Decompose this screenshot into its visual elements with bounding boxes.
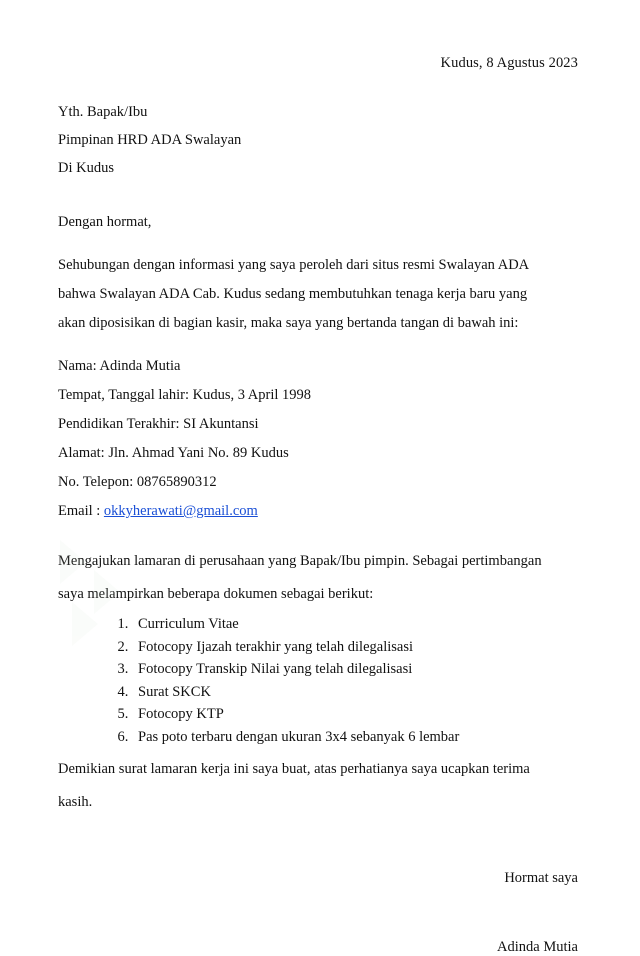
spacer-after-recipient	[58, 182, 578, 208]
personal-info-birth: Tempat, Tanggal lahir: Kudus, 3 April 1998	[58, 387, 312, 403]
list-item: 1. Curriculum Vitae	[132, 614, 578, 636]
list-item: 3. Fotocopy Transkip Nilai yang telah dilegalisasi	[132, 659, 578, 681]
list-item: 5. Fotocopy KTP	[132, 704, 578, 726]
list-item: 6. Pas poto terbaru dengan ukuran 3x4 sebanyak 6 lembar	[132, 727, 578, 749]
email-link[interactable]: okkyherawati@gmail.com	[103, 503, 258, 519]
request-paragraph-line-2: saya melampirkan beberapa dokumen sebagai berikut:	[58, 586, 374, 602]
spacer-before-request	[58, 526, 578, 540]
closing-paragraph-line-1: Demikian surat lamaran kerja ini saya buat, atas perhatianya saya ucapkan terima	[58, 761, 530, 777]
closing-paragraph-line-2: kasih.	[58, 794, 93, 810]
opening-paragraph-line-1: Sehubungan dengan informasi yang saya peroleh dari situs resmi Swalayan ADA	[58, 257, 530, 273]
recipient-line-2: Pimpinan HRD ADA Swalayan	[58, 132, 242, 148]
request-paragraph-line-1: Mengajukan lamaran di perusahaan yang Bapak/Ibu pimpin. Sebagai pertimbangan	[58, 553, 542, 569]
attachment-list	[58, 614, 578, 748]
recipient-line-1: Yth. Bapak/Ibu	[58, 104, 148, 120]
place-and-date: Kudus, 8 Agustus 2023	[440, 55, 578, 71]
personal-info-phone: No. Telepon: 08765890312	[58, 474, 217, 490]
salutation: Dengan hormat,	[58, 214, 152, 230]
spacer-after-salutation	[58, 237, 578, 251]
spacer-before-personal-info	[58, 338, 578, 352]
personal-info-address: Alamat: Jln. Ahmad Yani No. 89 Kudus	[58, 445, 289, 461]
list-item: 2. Fotocopy Ijazah terakhir yang telah dilegalisasi	[132, 637, 578, 659]
email-label: Email :	[58, 503, 104, 519]
list-item: 4. Surat SKCK	[132, 682, 578, 704]
personal-info-name: Nama: Adinda Mutia	[58, 358, 181, 374]
opening-paragraph-line-2: bahwa Swalayan ADA Cab. Kudus sedang membutuhkan tenaga kerja baru yang	[58, 286, 528, 302]
opening-paragraph-line-3: akan diposisikan di bagian kasir, maka saya yang bertanda tangan di bawah ini:	[58, 315, 519, 331]
recipient-line-3: Di Kudus	[58, 160, 114, 176]
personal-info-education: Pendidikan Terakhir: SI Akuntansi	[58, 416, 259, 432]
signature-name: Adinda Mutia	[497, 939, 578, 955]
personal-info-email	[58, 497, 578, 526]
signature-label: Hormat saya	[504, 870, 578, 886]
